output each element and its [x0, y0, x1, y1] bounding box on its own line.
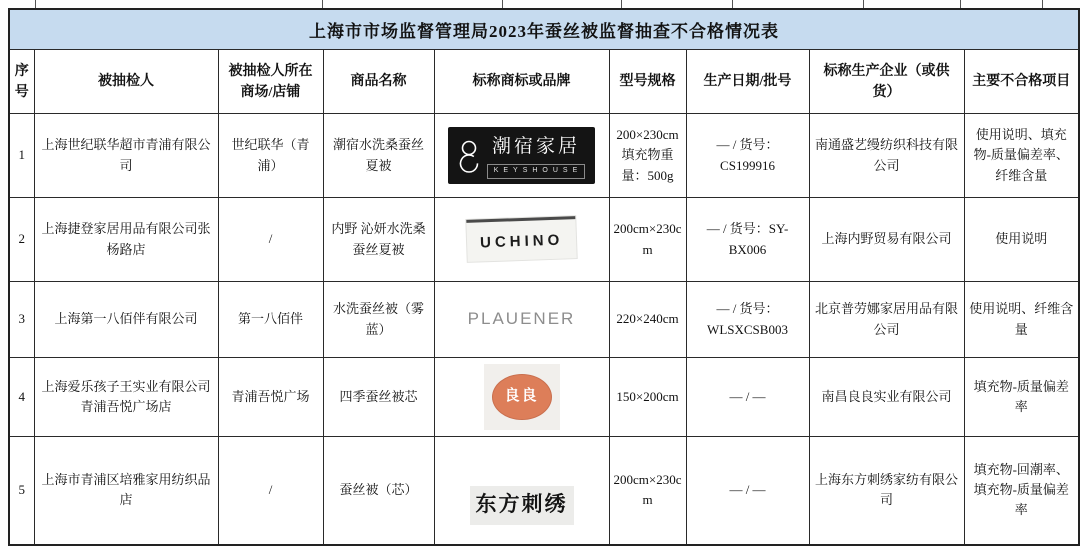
cell-brand [434, 358, 609, 437]
table-row [9, 358, 1079, 437]
cell-product: 潮宿水洗桑蚕丝夏被 [323, 114, 434, 198]
cell-inspectee: 上海爱乐孩子王实业有限公司青浦吾悦广场店 [34, 358, 218, 437]
cell-product: 蚕丝被（芯） [323, 437, 434, 545]
keyshouse-rings-icon [458, 139, 480, 173]
column-header-brand: 标称商标或品牌 [434, 50, 609, 114]
cell-manufacturer: 北京普劳娜家居用品有限公司 [809, 282, 964, 358]
cell-defects: 使用说明、纤维含量 [964, 282, 1079, 358]
cell-manufacturer: 南昌良良实业有限公司 [809, 358, 964, 437]
column-header-seq: 序号 [9, 50, 34, 114]
cell-product: 内野 沁妍水洗桑蚕丝夏被 [323, 198, 434, 282]
column-header-product: 商品名称 [323, 50, 434, 114]
keyshouse-brand-logo [448, 127, 596, 183]
cell-venue: / [218, 198, 323, 282]
plauener-brand-logo: PLAUENER [467, 309, 576, 329]
column-header-inspectee: 被抽检人 [34, 50, 218, 114]
cell-inspectee: 上海市青浦区培雅家用纺织品店 [34, 437, 218, 545]
cell-venue: 第一八佰伴 [218, 282, 323, 358]
cell-brand [434, 437, 609, 545]
brand-logo-text: 良良 [492, 374, 552, 420]
cell-venue: 世纪联华（青浦） [218, 114, 323, 198]
cell-spec: 200cm×230cm [609, 437, 686, 545]
cell-defects: 填充物-质量偏差率 [964, 358, 1079, 437]
liangliang-brand-logo [484, 364, 560, 430]
brand-logo-subtext: KEYSHOUSE [487, 164, 586, 179]
cell-defects: 填充物-回潮率、填充物-质量偏差率 [964, 437, 1079, 545]
cell-inspectee: 上海捷登家居用品有限公司张杨路店 [34, 198, 218, 282]
cell-batch: — / 货号：CS199916 [686, 114, 809, 198]
cell-batch: — / — [686, 437, 809, 545]
cell-defects: 使用说明、填充物-质量偏差率、纤维含量 [964, 114, 1079, 198]
uchino-brand-logo: UCHINO [466, 216, 577, 262]
cell-inspectee: 上海世纪联华超市青浦有限公司 [34, 114, 218, 198]
cell-venue: / [218, 437, 323, 545]
cell-product: 水洗蚕丝被（雾蓝） [323, 282, 434, 358]
cell-manufacturer: 上海内野贸易有限公司 [809, 198, 964, 282]
cell-batch: — / 货号：WLSXCSB003 [686, 282, 809, 358]
table-row [9, 437, 1079, 545]
column-header-venue: 被抽检人所在商场/店铺 [218, 50, 323, 114]
cell-product: 四季蚕丝被芯 [323, 358, 434, 437]
cell-manufacturer: 上海东方刺绣家纺有限公司 [809, 437, 964, 545]
brand-logo-text: 潮宿家居 [491, 136, 580, 158]
column-header-spec: 型号规格 [609, 50, 686, 114]
dongfang-brand-logo: 东方刺绣 [470, 486, 574, 525]
cell-seq: 5 [9, 437, 34, 545]
cell-seq: 4 [9, 358, 34, 437]
cell-batch: — / — [686, 358, 809, 437]
cell-brand [434, 114, 609, 198]
table-row [9, 114, 1079, 198]
column-header-defects: 主要不合格项目 [964, 50, 1079, 114]
cell-inspectee: 上海第一八佰伴有限公司 [34, 282, 218, 358]
cell-defects: 使用说明 [964, 198, 1079, 282]
cell-brand [434, 198, 609, 282]
table-title: 上海市市场监督管理局2023年蚕丝被监督抽查不合格情况表 [9, 9, 1079, 50]
cell-brand [434, 282, 609, 358]
column-header-batch: 生产日期/批号 [686, 50, 809, 114]
cell-spec: 150×200cm [609, 358, 686, 437]
cell-seq: 1 [9, 114, 34, 198]
header-row [9, 50, 1079, 114]
cell-spec: 200cm×230cm [609, 198, 686, 282]
column-header-manufacturer: 标称生产企业（或供货） [809, 50, 964, 114]
table-row [9, 282, 1079, 358]
cropped-row-ticks [0, 0, 1080, 8]
cell-seq: 3 [9, 282, 34, 358]
cell-spec: 220×240cm [609, 282, 686, 358]
title-row [9, 9, 1079, 50]
cell-seq: 2 [9, 198, 34, 282]
noncompliance-table [8, 8, 1080, 546]
cell-manufacturer: 南通盛艺缦纺织科技有限公司 [809, 114, 964, 198]
table-row [9, 198, 1079, 282]
cell-batch: — / 货号：SY-BX006 [686, 198, 809, 282]
cell-spec: 200×230cm填充物重量：500g [609, 114, 686, 198]
cell-venue: 青浦吾悦广场 [218, 358, 323, 437]
